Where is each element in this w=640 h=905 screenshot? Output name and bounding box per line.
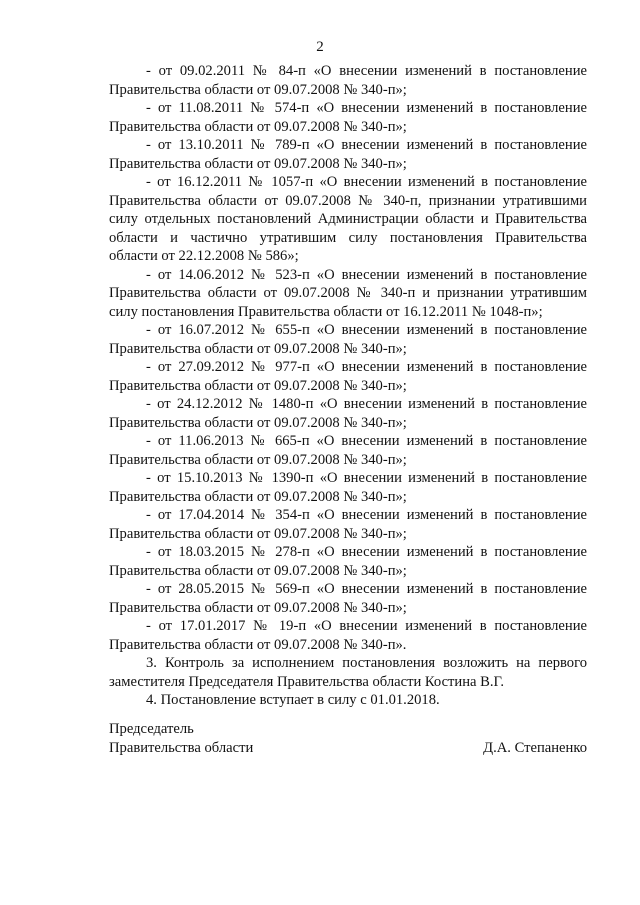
page-number: 2 xyxy=(316,39,324,55)
list-item-amendment-665: - от 11.06.2013 № 665-п «О внесении изменений в постановление Правительства области от 09.07.2008 № 340-п»; xyxy=(109,433,587,468)
list-item-amendment-789: - от 13.10.2011 № 789-п «О внесении изменений в постановление Правительства области от 09.07.2008 № 340-п»; xyxy=(109,137,587,172)
clause-4-effective-date: 4. Постановление вступает в силу с 01.01.2018. xyxy=(146,692,440,708)
list-item-amendment-19: - от 17.01.2017 № 19-п «О внесении изменений в постановление Правительства области от 09.07.2008 № 340-п». xyxy=(109,618,587,653)
list-item-amendment-574: - от 11.08.2011 № 574-п «О внесении изменений в постановление Правительства области от 09.07.2008 № 340-п»; xyxy=(109,100,587,135)
list-item-amendment-523: - от 14.06.2012 № 523-п «О внесении изменений в постановление Правительства области от 09.07.2008 № 340-п и признании утратившим силу постановления Правительства области от 16.12.2011 № 1048-п»; xyxy=(109,266,587,320)
list-item-amendment-977: - от 27.09.2012 № 977-п «О внесении изменений в постановление Правительства области от 09.07.2008 № 340-п»; xyxy=(109,359,587,394)
signatory-title-line1: Председатель xyxy=(109,721,194,737)
signatory-name: Д.А. Степаненко xyxy=(483,739,587,756)
list-item-amendment-354: - от 17.04.2014 № 354-п «О внесении изменений в постановление Правительства области от 09.07.2008 № 340-п»; xyxy=(109,507,587,542)
list-item-amendment-1390: - от 15.10.2013 № 1390-п «О внесении изменений в постановление Правительства области от 09.07.2008 № 340-п»; xyxy=(109,470,587,505)
signature-row xyxy=(109,739,587,758)
document-body xyxy=(109,62,587,710)
list-item-amendment-1480: - от 24.12.2012 № 1480-п «О внесении изменений в постановление Правительства области от 09.07.2008 № 340-п»; xyxy=(109,396,587,431)
signatory-title-line2: Правительства области xyxy=(109,739,254,756)
signature-block xyxy=(109,720,587,757)
list-item-amendment-569: - от 28.05.2015 № 569-п «О внесении изменений в постановление Правительства области от 09.07.2008 № 340-п»; xyxy=(109,581,587,616)
list-item-amendment-278: - от 18.03.2015 № 278-п «О внесении изменений в постановление Правительства области от 09.07.2008 № 340-п»; xyxy=(109,544,587,579)
clause-3-control: 3. Контроль за исполнением постановления возложить на первого заместителя Председателя Правительства области Костина В.Г. xyxy=(109,655,587,690)
list-item-amendment-655: - от 16.07.2012 № 655-п «О внесении изменений в постановление Правительства области от 09.07.2008 № 340-п»; xyxy=(109,322,587,357)
list-item-amendment-1057: - от 16.12.2011 № 1057-п «О внесении изменений в постановление Правительства области от 09.07.2008 № 340-п, признании утратившими силу отдельных постановлений Администрации области и Правительства области и частично утратившим силу постановления Правительства области от 22.12.2008 № 586»; xyxy=(109,174,587,264)
list-item-amendment-84: - от 09.02.2011 № 84-п «О внесении изменений в постановление Правительства области от 09.07.2008 № 340-п»; xyxy=(109,63,587,98)
